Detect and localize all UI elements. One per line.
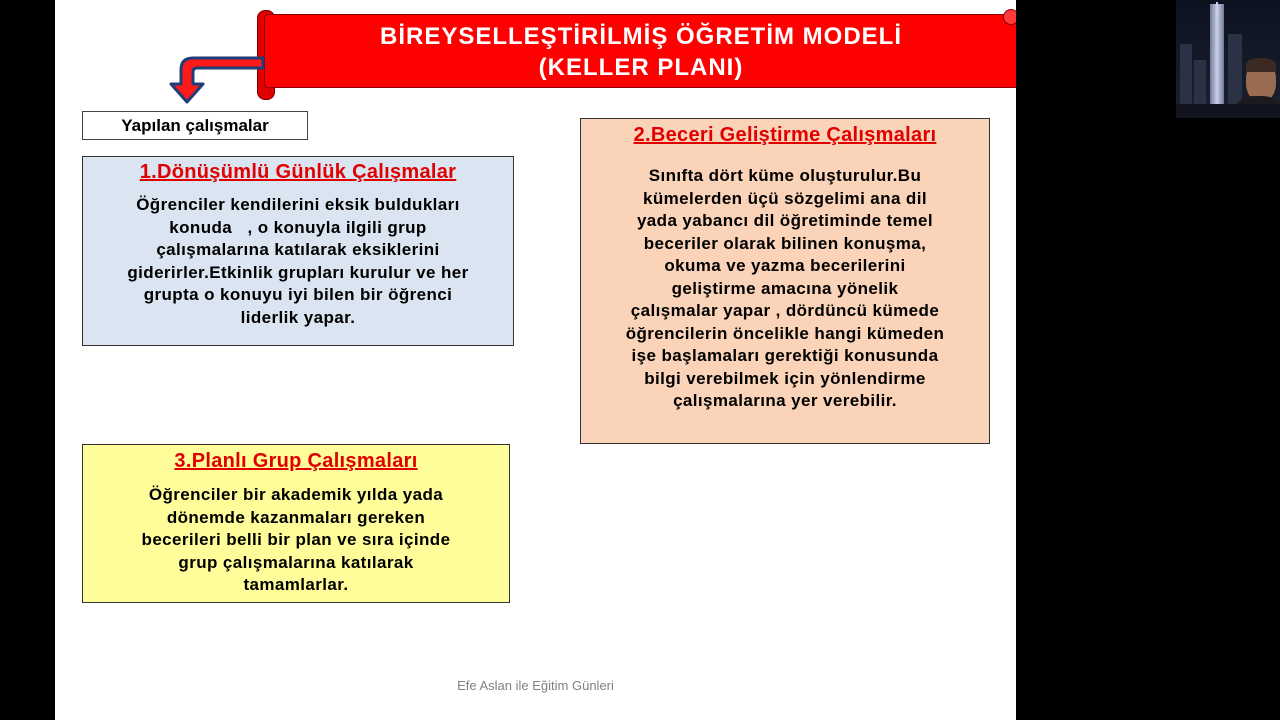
card-line: çalışmalar yapar , dördüncü kümede bbox=[630, 301, 940, 320]
card-line: kümelerden üçü sözgelimi ana dil bbox=[643, 188, 927, 208]
slide-title-line2: (KELLER PLANI) bbox=[538, 54, 744, 81]
slide-title-line1: BİREYSELLEŞTİRİLMİŞ ÖĞRETİM MODELİ bbox=[379, 23, 902, 50]
card-line: grupta o konuyu iyi bilen bir öğrenci bbox=[143, 285, 453, 304]
card-line: çalışmalarına yer verebilir. bbox=[673, 391, 897, 410]
card-line: Öğrenciler kendilerini eksik buldukları bbox=[136, 195, 460, 214]
slide-title bbox=[265, 21, 1016, 83]
card-line: işe başlamaları gerektiği konusunda bbox=[631, 346, 939, 365]
city-tower-tip bbox=[1216, 2, 1218, 18]
card-body bbox=[591, 165, 979, 413]
card-line: becerileri belli bir plan ve sıra içinde bbox=[141, 530, 451, 549]
card-line: beceriler olarak bilinen konuşma, bbox=[643, 233, 927, 253]
card-body bbox=[103, 484, 489, 597]
card-line: liderlik yapar. bbox=[240, 307, 356, 327]
card-line: tamamlarlar. bbox=[243, 575, 349, 594]
title-banner bbox=[264, 14, 1016, 88]
card-body bbox=[91, 194, 505, 329]
card-line: konuda , o konuyla ilgili grup bbox=[169, 217, 427, 237]
city-tower bbox=[1210, 4, 1224, 104]
card-title: 2.Beceri Geliştirme Çalışmaları bbox=[633, 124, 937, 146]
card-line: giderirler.Etkinlik grupları kurulur ve her bbox=[127, 262, 469, 282]
card-line: bilgi verebilmek için yönlendirme bbox=[644, 368, 926, 388]
card-planned-group bbox=[82, 444, 510, 603]
card-title: 3.Planlı Grup Çalışmaları bbox=[174, 450, 418, 472]
city-building bbox=[1180, 44, 1192, 104]
card-title: 1.Dönüşümlü Günlük Çalışmalar bbox=[139, 161, 457, 183]
card-line: dönemde kazanmaları gereken bbox=[166, 507, 426, 527]
slide-canvas bbox=[55, 0, 1016, 720]
section-label: Yapılan çalışmalar bbox=[82, 111, 308, 140]
webcam-feed bbox=[1176, 0, 1280, 118]
presenter-hair bbox=[1246, 58, 1276, 72]
card-line: çalışmalarına katılarak eksiklerini bbox=[156, 240, 440, 259]
card-daily-rotation bbox=[82, 156, 514, 346]
card-line: geliştirme amacına yönelik bbox=[671, 278, 899, 298]
webcam-floor bbox=[1176, 104, 1280, 118]
card-line: okuma ve yazma becerilerini bbox=[664, 256, 906, 275]
card-line: öğrencilerin öncelikle hangi kümeden bbox=[625, 323, 945, 343]
card-line: Sınıfta dört küme oluşturulur.Bu bbox=[648, 166, 922, 185]
card-line: grup çalışmalarına katılarak bbox=[178, 552, 414, 572]
city-building bbox=[1194, 60, 1206, 104]
card-line: Öğrenciler bir akademik yılda yada bbox=[148, 485, 444, 504]
card-line: yada yabancı dil öğretiminde temel bbox=[636, 211, 934, 230]
card-skill-development bbox=[580, 118, 990, 444]
slide-footer: Efe Aslan ile Eğitim Günleri bbox=[457, 678, 614, 693]
city-building bbox=[1228, 34, 1242, 104]
bent-arrow-icon bbox=[167, 44, 267, 106]
